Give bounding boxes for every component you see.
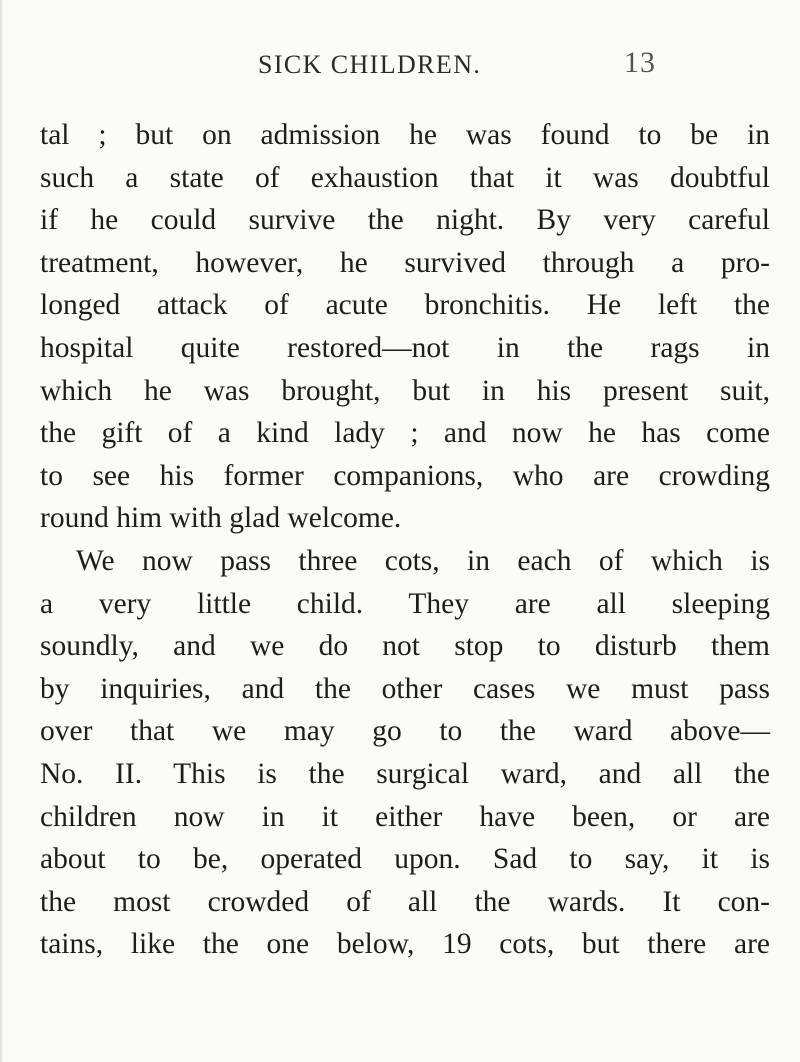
text-line: longed attack of acute bronchitis. He left the [40,289,770,322]
text-line: a very little child. They are all sleeping [40,587,770,620]
text-line: hospital quite restored—not in the rags in [40,331,770,364]
text-line: children now in it either have been, or are [40,800,770,833]
text-line: the most crowded of all the wards. It con- [40,885,770,918]
body-text [40,114,770,966]
text-line: No. II. This is the surgical ward, and all the [40,757,770,790]
text-line: soundly, and we do not stop to disturb them [40,630,770,663]
text-line: tal ; but on admission he was found to be in [40,119,770,151]
text-line: such a state of exhaustion that it was doubtful [40,161,770,194]
paragraph-start-line: We now pass three cots, in each of which is [76,544,770,577]
text-line: the gift of a kind lady ; and now he has come [40,417,770,450]
page-number: 13 [624,46,656,79]
text-line: about to be, operated upon. Sad to say, it is [40,843,770,876]
text-line: treatment, however, he survived through a pro- [40,246,770,279]
running-title: SICK CHILDREN. [258,50,482,79]
text-line: to see his former companions, who are crowding [40,459,770,492]
text-line: tains, like the one below, 19 cots, but there are [40,928,770,961]
text-line: by inquiries, and the other cases we must pass [40,672,770,705]
text-line: if he could survive the night. By very careful [40,204,770,237]
paragraph-end-line: round him with glad welcome. [40,502,402,535]
page-edge-shadow [0,0,3,1062]
text-line: over that we may go to the ward above— [40,715,770,748]
text-line: which he was brought, but in his present suit, [40,374,770,407]
